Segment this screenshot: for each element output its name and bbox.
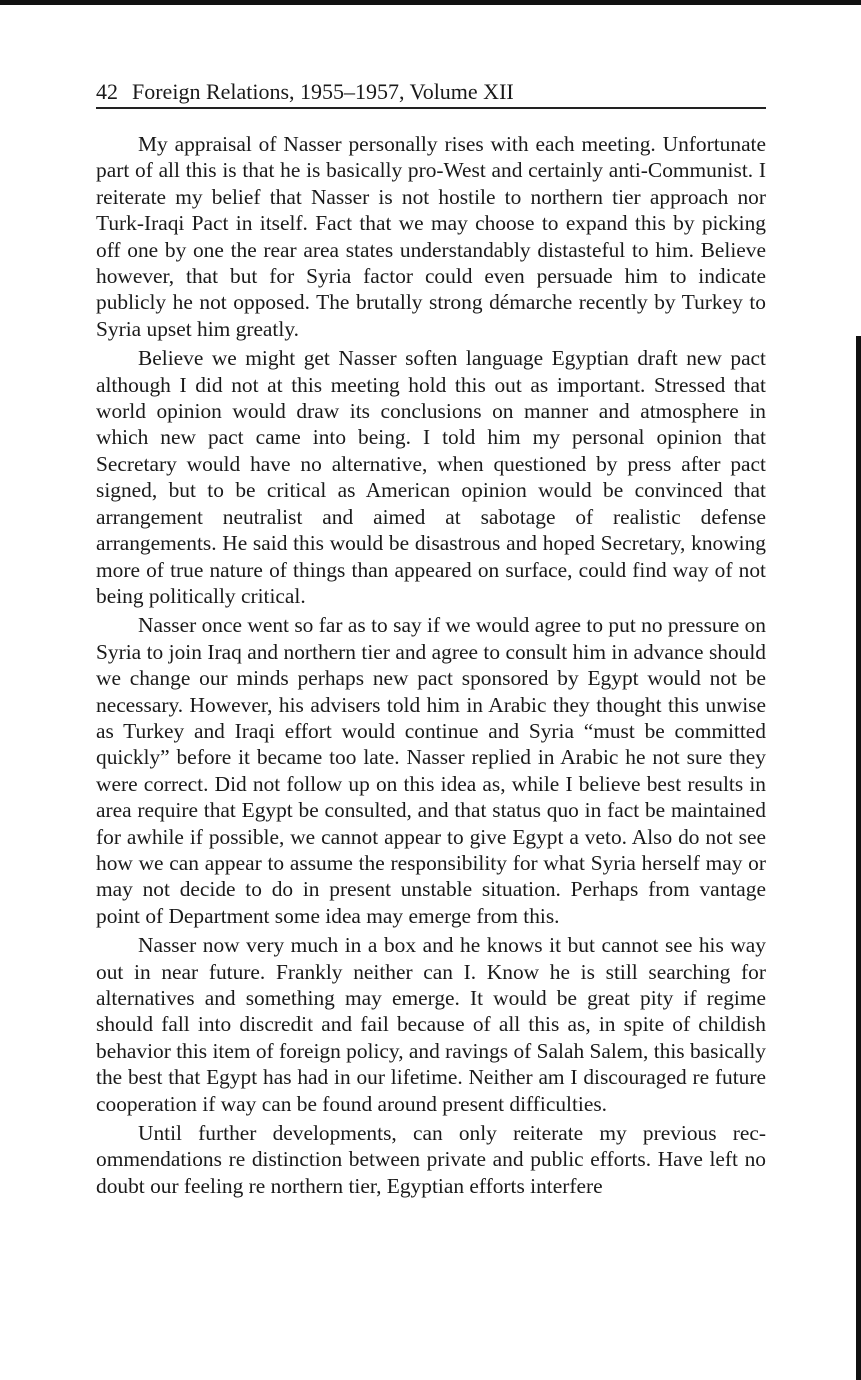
- paragraph: Until further developments, can only reiterate my previous recommendations re distinction between private and public efforts. Have left no doubt our feeling re northern tier, Egyptian efforts interfere: [96, 1121, 766, 1198]
- paragraph: Nasser now very much in a box and he knows it but cannot see his way out in near future. Frankly neither can I. Know he is still searching for alternatives and something may emerge. It would be great pity if regime should fall into discredit and fail because of all this as, in spite of childish behavior this item of foreign policy, and ravings of Salah Salem, this basically the best that Egypt has had in our lifetime. Neither am I discouraged re future cooperation if way can be found around present difficulties.: [96, 933, 766, 1116]
- book-page: [96, 78, 766, 1199]
- paragraph: Believe we might get Nasser soften language Egyptian draft new pact although I did not at this meeting hold this out as important. Stressed that world opinion would draw its conclusions on manner and atmosphere in which new pact came into being. I told him my personal opinion that Secretary would have no alternative, when questioned by press after pact signed, but to be critical as American opinion would be convinced that arrangement neutralist and aimed at sabotage of realistic defense arrangements. He said this would be disastrous and hoped Secretary, knowing more of true nature of things than appeared on surface, could find way of not being politically critical.: [96, 346, 766, 608]
- page-number: 42: [96, 79, 118, 104]
- scan-border-right: [856, 336, 861, 1380]
- scan-border-top: [0, 0, 861, 5]
- running-head: [96, 78, 766, 109]
- paragraph: Nasser once went so far as to say if we would agree to put no pressure on Syria to join Iraq and northern tier and agree to consult him in advance should we change our minds perhaps new pact sponsored by Egypt would not be necessary. However, his advisers told him in Arabic they thought this unwise as Turkey and Iraqi effort would continue and Syria “must be committed quickly” before it became too late. Nasser replied in Arabic he not sure they were correct. Did not follow up on this idea as, while I believe best results in area require that Egypt be consulted, and that status quo in fact be maintained for awhile if possible, we cannot appear to give Egypt a veto. Also do not see how we can appear to assume the responsibility for what Syria herself may or may not decide to do in present unstable situation. Perhaps from vantage point of Department some idea may emerge from this.: [96, 613, 766, 928]
- body-text: [96, 131, 766, 1199]
- paragraph: My appraisal of Nasser personally rises with each meeting. Unfortunate part of all this is that he is basically pro-West and certainly anti-Communist. I reiterate my belief that Nasser is not hostile to northern tier approach nor Turk-Iraqi Pact in itself. Fact that we may choose to expand this by picking off one by one the rear area states understandably distasteful to him. Believe however, that but for Syria factor could even persuade him to indicate publicly he not opposed. The brutally strong démarche recently by Turkey to Syria upset him greatly.: [96, 132, 766, 341]
- volume-title: Foreign Relations, 1955–1957, Volume XII: [132, 79, 514, 104]
